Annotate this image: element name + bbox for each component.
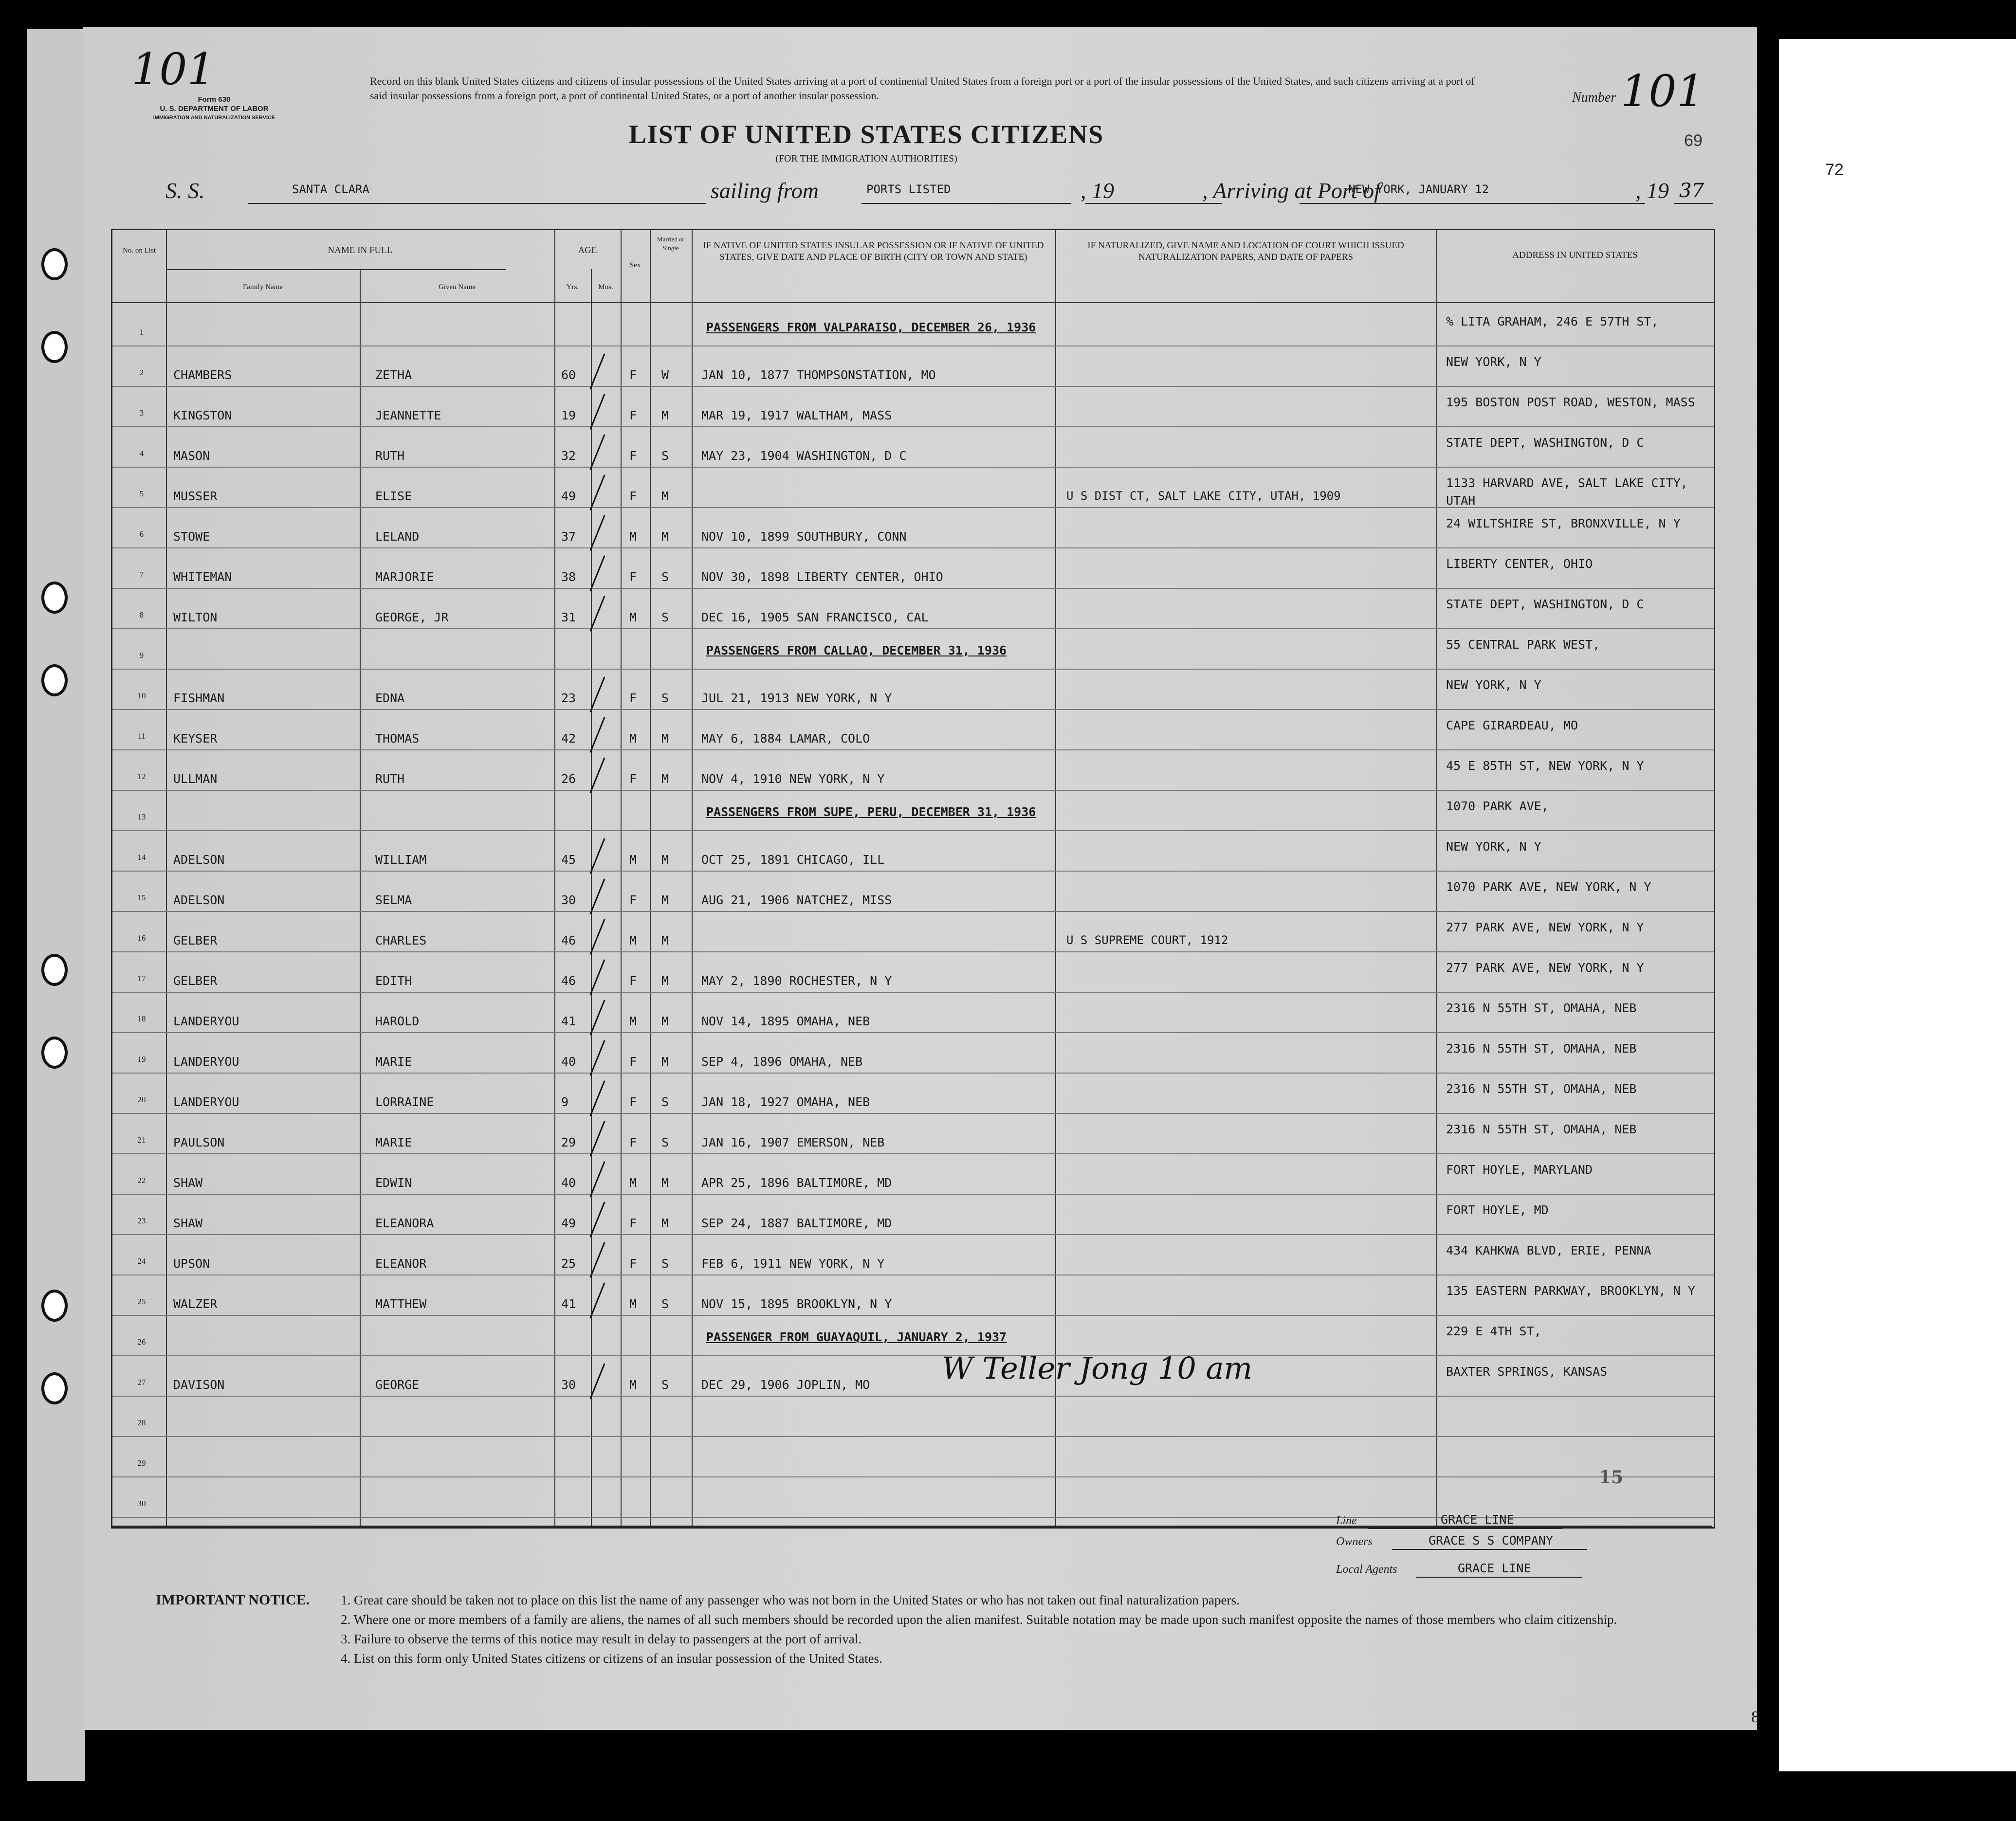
row-number: 10 — [137, 691, 146, 700]
cell-birth: JAN 18, 1927 OMAHA, NEB — [701, 1095, 870, 1109]
header-given-name: Given Name — [438, 283, 476, 291]
cell-naturalized: U S DIST CT, SALT LAKE CITY, UTAH, 1909 — [1066, 489, 1341, 503]
header-mos: Mos. — [598, 283, 613, 291]
row-number: 11 — [137, 731, 146, 741]
header-address: ADDRESS IN UNITED STATES — [1512, 250, 1638, 260]
row-number: 29 — [137, 1458, 146, 1468]
punch-hole-icon — [41, 248, 68, 280]
check-mark-icon — [589, 596, 605, 631]
row-number: 26 — [137, 1337, 146, 1347]
cell-ms: S — [661, 570, 669, 584]
cell-birth: JUL 21, 1913 NEW YORK, N Y — [701, 691, 892, 705]
cell-given: EDWIN — [375, 1176, 412, 1190]
cell-ms: S — [661, 691, 669, 705]
cell-birth: JAN 10, 1877 THOMPSONSTATION, MO — [701, 368, 936, 382]
cell-given: MATTHEW — [375, 1297, 427, 1311]
check-mark-icon — [589, 434, 605, 470]
row-number: 15 — [137, 893, 146, 902]
check-mark-icon — [589, 474, 605, 510]
cell-ms: M — [661, 1176, 669, 1190]
cell-sex: F — [629, 691, 637, 705]
cell-ms: M — [661, 1014, 669, 1028]
cell-ms: S — [661, 1297, 669, 1311]
cell-family: FISHMAN — [173, 691, 225, 705]
cell-ms: M — [661, 853, 669, 867]
cell-naturalized: U S SUPREME COURT, 1912 — [1066, 933, 1228, 947]
owners-label: Owners — [1336, 1535, 1373, 1548]
cell-birth: NOV 4, 1910 NEW YORK, N Y — [701, 772, 885, 786]
notice-item: 2. Where one or more members of a family are aliens, the names of all such members should be recorded upon the alien manifest. Suitable notation may be made upon such manifest opposite the names of those members who claim citizenship. — [341, 1612, 1617, 1627]
row-number: 19 — [137, 1055, 146, 1064]
row-number: 7 — [139, 570, 144, 579]
row-number: 13 — [137, 812, 146, 821]
cell-sex: M — [629, 933, 637, 947]
cell-given: ZETHA — [375, 368, 412, 382]
year-prefix: , 19 — [1081, 178, 1114, 203]
check-mark-icon — [589, 1121, 605, 1156]
row-number: 25 — [137, 1297, 146, 1306]
cell-yrs: 31 — [561, 610, 576, 624]
owners-value: GRACE S S COMPANY — [1429, 1533, 1553, 1548]
header-age: AGE — [578, 245, 597, 255]
section-heading: PASSENGER FROM GUAYAQUIL, JANUARY 2, 1937 — [706, 1330, 1007, 1344]
cell-family: ADELSON — [173, 893, 225, 907]
record-instructions: Record on this blank United States citizens and citizens of insular possessions of the United States arriving at a port of continental United States from a foreign port or a port of the insular possessions of the United States, and such citizens arriving at a port of said insular possessions from a foreign port, a port of continental United States, or a port of another insular possession. — [370, 75, 1475, 102]
cell-ms: M — [661, 489, 669, 503]
cell-address: STATE DEPT, WASHINGTON, D C — [1446, 597, 1644, 611]
check-mark-icon — [589, 1363, 605, 1399]
check-mark-icon — [589, 1242, 605, 1277]
cell-ms: S — [661, 1256, 669, 1271]
row-number: 2 — [139, 368, 144, 377]
line-label: Line — [1336, 1514, 1357, 1527]
cell-sex: M — [629, 853, 637, 867]
cell-given: EDNA — [375, 691, 405, 705]
agents-value: GRACE LINE — [1458, 1561, 1531, 1575]
row-number: 8 — [139, 610, 144, 619]
cell-given: JEANNETTE — [375, 408, 441, 422]
cell-birth: MAY 23, 1904 WASHINGTON, D C — [701, 449, 907, 463]
cell-sex: M — [629, 1297, 637, 1311]
cell-ms: M — [661, 893, 669, 907]
cell-yrs: 40 — [561, 1176, 576, 1190]
cell-ms: S — [661, 449, 669, 463]
cell-given: EDITH — [375, 974, 412, 988]
row-number: 17 — [137, 974, 146, 983]
binding-margin — [27, 29, 85, 1781]
punch-hole-icon — [41, 582, 68, 614]
form-number: Form 630 — [198, 95, 231, 104]
cell-ms: M — [661, 408, 669, 422]
cell-given: CHARLES — [375, 933, 427, 947]
cell-yrs: 42 — [561, 731, 576, 746]
cell-sex: F — [629, 1216, 637, 1230]
row-number: 27 — [137, 1378, 146, 1387]
cell-address: 277 PARK AVE, NEW YORK, N Y — [1446, 961, 1644, 975]
cell-family: KEYSER — [173, 731, 218, 746]
form-dept: U. S. DEPARTMENT OF LABOR — [160, 105, 269, 113]
cell-yrs: 45 — [561, 853, 576, 867]
header-yrs: Yrs. — [566, 283, 579, 291]
handwritten-number-value: 101 — [1621, 66, 1704, 117]
check-mark-icon — [589, 676, 605, 712]
cell-yrs: 26 — [561, 772, 576, 786]
cell-family: WHITEMAN — [173, 570, 232, 584]
cell-given: ELEANOR — [375, 1256, 427, 1271]
cell-family: MASON — [173, 449, 210, 463]
cell-birth: NOV 14, 1895 OMAHA, NEB — [701, 1014, 870, 1028]
cell-family: LANDERYOU — [173, 1095, 239, 1109]
cell-sex: F — [629, 408, 637, 422]
cell-yrs: 40 — [561, 1055, 576, 1069]
cell-family: GELBER — [173, 933, 218, 947]
cell-birth: MAY 2, 1890 ROCHESTER, N Y — [701, 974, 892, 988]
cell-address: 2316 N 55TH ST, OMAHA, NEB — [1446, 1001, 1637, 1015]
punch-hole-icon — [41, 1372, 68, 1404]
arriving-port: NEW YORK, JANUARY 12 — [1348, 182, 1489, 196]
document-title: LIST OF UNITED STATES CITIZENS — [628, 120, 1104, 149]
check-mark-icon — [589, 1080, 605, 1116]
cell-family: SHAW — [173, 1216, 203, 1230]
cell-birth: JAN 16, 1907 EMERSON, NEB — [701, 1135, 885, 1149]
cell-sex: M — [629, 1176, 637, 1190]
check-mark-icon — [589, 959, 605, 995]
cell-family: SHAW — [173, 1176, 203, 1190]
cell-address: 1070 PARK AVE, — [1446, 799, 1549, 813]
header-no-on-list: No. on List — [123, 247, 156, 255]
notice-items — [341, 1590, 1733, 1668]
cell-ms: M — [661, 1216, 669, 1230]
cell-birth: APR 25, 1896 BALTIMORE, MD — [701, 1176, 892, 1190]
cell-birth: SEP 4, 1896 OMAHA, NEB — [701, 1055, 863, 1069]
handwritten-note: W Teller Jong 10 am — [942, 1350, 1253, 1386]
cell-yrs: 41 — [561, 1297, 576, 1311]
row-number: 28 — [137, 1418, 146, 1427]
cell-given: WILLIAM — [375, 853, 427, 867]
check-mark-icon — [589, 515, 605, 550]
row-number: 4 — [139, 449, 144, 458]
cell-yrs: 30 — [561, 893, 576, 907]
check-mark-icon — [589, 757, 605, 793]
cell-yrs: 38 — [561, 570, 576, 584]
cell-family: GELBER — [173, 974, 218, 988]
cell-family: CHAMBERS — [173, 368, 232, 382]
cell-address: FORT HOYLE, MD — [1446, 1203, 1549, 1217]
cell-sex: F — [629, 570, 637, 584]
cell-yrs: 60 — [561, 368, 576, 382]
cell-address: CAPE GIRARDEAU, MO — [1446, 718, 1578, 732]
cell-birth: OCT 25, 1891 CHICAGO, ILL — [701, 853, 885, 867]
cell-address: STATE DEPT, WASHINGTON, D C — [1446, 436, 1644, 450]
row-number: 6 — [139, 529, 144, 539]
check-mark-icon — [589, 717, 605, 752]
cell-family: STOWE — [173, 529, 210, 544]
notice-item: 1. Great care should be taken not to place on this list the name of any passenger who was not born in the United States or who has not taken out final naturalization papers. — [341, 1593, 1240, 1607]
corner-annotation: 72 — [1825, 161, 1844, 179]
cell-family: MUSSER — [173, 489, 218, 503]
cell-address: 229 E 4TH ST, — [1446, 1324, 1541, 1338]
cell-birth: MAY 6, 1884 LAMAR, COLO — [701, 731, 870, 746]
check-mark-icon — [589, 1282, 605, 1318]
sailing-from: PORTS LISTED — [866, 182, 951, 196]
cell-address: 277 PARK AVE, NEW YORK, N Y — [1446, 920, 1644, 934]
cell-sex: F — [629, 1095, 637, 1109]
cell-family: LANDERYOU — [173, 1014, 239, 1028]
cell-yrs: 30 — [561, 1378, 576, 1392]
cell-family: UPSON — [173, 1256, 210, 1271]
page-number-69: 69 — [1684, 131, 1703, 150]
row-number: 21 — [137, 1135, 146, 1145]
punch-hole-icon — [41, 1037, 68, 1069]
cell-birth: NOV 15, 1895 BROOKLYN, N Y — [701, 1297, 892, 1311]
cell-family: DAVISON — [173, 1378, 225, 1392]
number-label: Number — [1572, 90, 1616, 105]
section-heading: PASSENGERS FROM CALLAO, DECEMBER 31, 1936 — [706, 643, 1007, 657]
cell-family: WALZER — [173, 1297, 218, 1311]
scan-border — [1779, 39, 2016, 1771]
handwritten-list-number: 101 — [131, 44, 215, 95]
cell-ms: M — [661, 731, 669, 746]
important-notice — [156, 1590, 1733, 1668]
section-heading: PASSENGERS FROM VALPARAISO, DECEMBER 26, 1936 — [706, 320, 1036, 334]
cell-sex: F — [629, 1256, 637, 1271]
cell-sex: F — [629, 489, 637, 503]
form-reference — [112, 95, 316, 123]
cell-birth: NOV 10, 1899 SOUTHBURY, CONN — [701, 529, 907, 544]
cell-sex: F — [629, 893, 637, 907]
check-mark-icon — [589, 1000, 605, 1035]
cell-birth: DEC 29, 1906 JOPLIN, MO — [701, 1378, 870, 1392]
cell-yrs: 37 — [561, 529, 576, 544]
cell-family: KINGSTON — [173, 408, 232, 422]
section-heading: PASSENGERS FROM SUPE, PERU, DECEMBER 31, 1936 — [706, 805, 1036, 819]
cell-address: NEW YORK, N Y — [1446, 678, 1541, 692]
cell-birth: MAR 19, 1917 WALTHAM, MASS — [701, 408, 892, 422]
cell-ms: M — [661, 974, 669, 988]
cell-birth: DEC 16, 1905 SAN FRANCISCO, CAL — [701, 610, 929, 624]
header-birth: IF NATIVE OF UNITED STATES INSULAR POSSESSION OR IF NATIVE OF UNITED STATES, GIVE DATE AND PLACE OF BIRTH (CITY OR TOWN AND STATE) — [703, 240, 1044, 262]
notice-heading: IMPORTANT NOTICE. — [156, 1592, 310, 1608]
document-subtitle: (FOR THE IMMIGRATION AUTHORITIES) — [775, 153, 957, 164]
cell-yrs: 29 — [561, 1135, 576, 1149]
cell-given: THOMAS — [375, 731, 420, 746]
row-number: 14 — [137, 853, 146, 862]
header-naturalized: IF NATURALIZED, GIVE NAME AND LOCATION OF COURT WHICH ISSUED NATURALIZATION PAPERS, AND DATE OF PAPERS — [1087, 240, 1404, 262]
cell-given: GEORGE, JR — [375, 610, 449, 624]
cell-given: RUTH — [375, 772, 405, 786]
cell-address: 1133 HARVARD AVE, SALT LAKE CITY, UTAH — [1446, 476, 1688, 508]
cell-given: MARIE — [375, 1055, 412, 1069]
ship-name: SANTA CLARA — [292, 182, 369, 196]
punch-hole-icon — [41, 331, 68, 363]
cell-ms: W — [661, 368, 669, 382]
header-family-name: Family Name — [242, 283, 283, 291]
cell-sex: F — [629, 368, 637, 382]
cell-given: MARJORIE — [375, 570, 434, 584]
cell-ms: S — [661, 1378, 669, 1392]
cell-yrs: 23 — [561, 691, 576, 705]
cell-sex: F — [629, 449, 637, 463]
cell-birth: NOV 30, 1898 LIBERTY CENTER, OHIO — [701, 570, 943, 584]
ss-label: S. S. — [165, 178, 205, 203]
cell-sex: F — [629, 772, 637, 786]
cell-address: LIBERTY CENTER, OHIO — [1446, 557, 1593, 571]
cell-given: GEORGE — [375, 1378, 420, 1392]
notice-item: 4. List on this form only United States citizens or citizens of an insular possession of the United States. — [341, 1651, 882, 1666]
cell-given: HAROLD — [375, 1014, 420, 1028]
cell-birth: SEP 24, 1887 BALTIMORE, MD — [701, 1216, 892, 1230]
cell-family: ULLMAN — [173, 772, 218, 786]
cell-address: 55 CENTRAL PARK WEST, — [1446, 637, 1600, 652]
cell-sex: M — [629, 1378, 637, 1392]
punch-hole-icon — [41, 1290, 68, 1322]
cell-yrs: 32 — [561, 449, 576, 463]
cell-sex: M — [629, 731, 637, 746]
row-number: 3 — [139, 408, 144, 418]
cell-yrs: 19 — [561, 408, 576, 422]
cell-sex: M — [629, 529, 637, 544]
cell-address: 2316 N 55TH ST, OMAHA, NEB — [1446, 1041, 1637, 1056]
check-mark-icon — [589, 394, 605, 429]
cell-given: ELEANORA — [375, 1216, 434, 1230]
cell-yrs: 49 — [561, 489, 576, 503]
cell-ms: S — [661, 610, 669, 624]
year-label: , 19 — [1635, 178, 1669, 203]
cell-sex: F — [629, 1135, 637, 1149]
cell-address: 45 E 85TH ST, NEW YORK, N Y — [1446, 759, 1644, 773]
check-mark-icon — [589, 1040, 605, 1075]
cell-birth: FEB 6, 1911 NEW YORK, N Y — [701, 1256, 885, 1271]
cell-address: 2316 N 55TH ST, OMAHA, NEB — [1446, 1082, 1637, 1096]
check-mark-icon — [589, 1202, 605, 1237]
cell-address: % LITA GRAHAM, 246 E 57TH ST, — [1446, 314, 1659, 328]
row-number: 12 — [137, 772, 146, 781]
cell-given: RUTH — [375, 449, 405, 463]
cell-address: 135 EASTERN PARKWAY, BROOKLYN, N Y — [1446, 1284, 1695, 1298]
passenger-table — [111, 229, 1715, 1529]
corner-bottom-mark: 8 — [1751, 1708, 1759, 1726]
cell-address: 434 KAHKWA BLVD, ERIE, PENNA — [1446, 1243, 1651, 1257]
row-number: 1 — [139, 328, 144, 337]
check-mark-icon — [589, 353, 605, 389]
cell-address: 1070 PARK AVE, NEW YORK, N Y — [1446, 880, 1651, 894]
form-service: IMMIGRATION AND NATURALIZATION SERVICE — [153, 115, 275, 121]
cell-ms: M — [661, 933, 669, 947]
cell-address: 195 BOSTON POST ROAD, WESTON, MASS — [1446, 395, 1695, 409]
cell-address: 24 WILTSHIRE ST, BRONXVILLE, N Y — [1446, 516, 1681, 530]
notice-item: 3. Failure to observe the terms of this notice may result in delay to passengers at the port of arrival. — [341, 1632, 861, 1646]
cell-address: FORT HOYLE, MARYLAND — [1446, 1163, 1593, 1177]
cell-yrs: 46 — [561, 933, 576, 947]
cell-yrs: 9 — [561, 1095, 569, 1109]
check-mark-icon — [589, 838, 605, 874]
cell-address: NEW YORK, N Y — [1446, 839, 1541, 854]
row-number: 18 — [137, 1014, 146, 1023]
row-number: 16 — [137, 933, 146, 943]
cell-family: ADELSON — [173, 853, 225, 867]
row-number: 20 — [137, 1095, 146, 1104]
cell-ms: M — [661, 1055, 669, 1069]
row-number: 30 — [137, 1499, 146, 1508]
cell-yrs: 49 — [561, 1216, 576, 1230]
cell-sex: M — [629, 610, 637, 624]
page-number-15: 15 — [1599, 1467, 1624, 1488]
row-number: 23 — [137, 1216, 146, 1225]
cell-ms: S — [661, 1095, 669, 1109]
header-sex: Sex — [629, 261, 641, 269]
cell-family: PAULSON — [173, 1135, 225, 1149]
check-mark-icon — [589, 555, 605, 591]
cell-sex: F — [629, 1055, 637, 1069]
cell-ms: M — [661, 529, 669, 544]
header-married-single: Married or Single — [657, 236, 684, 252]
cell-sex: M — [629, 1014, 637, 1028]
cell-address: 2316 N 55TH ST, OMAHA, NEB — [1446, 1122, 1637, 1136]
cell-yrs: 25 — [561, 1256, 576, 1271]
ship-line — [165, 178, 1723, 212]
check-mark-icon — [589, 878, 605, 914]
arriving-label: , Arriving at Port of — [1202, 178, 1380, 203]
check-mark-icon — [589, 1161, 605, 1197]
cell-sex: F — [629, 974, 637, 988]
cell-address: BAXTER SPRINGS, KANSAS — [1446, 1365, 1608, 1379]
row-number: 9 — [139, 651, 144, 660]
check-mark-icon — [589, 919, 605, 954]
cell-yrs: 41 — [561, 1014, 576, 1028]
cell-birth: AUG 21, 1906 NATCHEZ, MISS — [701, 893, 892, 907]
cell-yrs: 46 — [561, 974, 576, 988]
header-name-in-full: NAME IN FULL — [328, 245, 393, 255]
row-number: 22 — [137, 1176, 146, 1185]
year-value: 37 — [1679, 180, 1704, 202]
cell-ms: S — [661, 1135, 669, 1149]
sailing-label: sailing from — [711, 178, 819, 203]
cell-given: LORRAINE — [375, 1095, 434, 1109]
punch-hole-icon — [41, 954, 68, 986]
cell-address: NEW YORK, N Y — [1446, 355, 1541, 369]
agents-label: Local Agents — [1336, 1563, 1397, 1576]
row-number: 24 — [137, 1256, 146, 1266]
cell-given: MARIE — [375, 1135, 412, 1149]
cell-ms: M — [661, 772, 669, 786]
cell-given: ELISE — [375, 489, 412, 503]
cell-given: SELMA — [375, 893, 412, 907]
cell-given: LELAND — [375, 529, 420, 544]
cell-family: WILTON — [173, 610, 218, 624]
line-value: GRACE LINE — [1441, 1512, 1514, 1527]
punch-hole-icon — [41, 664, 68, 696]
row-number: 5 — [139, 489, 144, 498]
cell-family: LANDERYOU — [173, 1055, 239, 1069]
